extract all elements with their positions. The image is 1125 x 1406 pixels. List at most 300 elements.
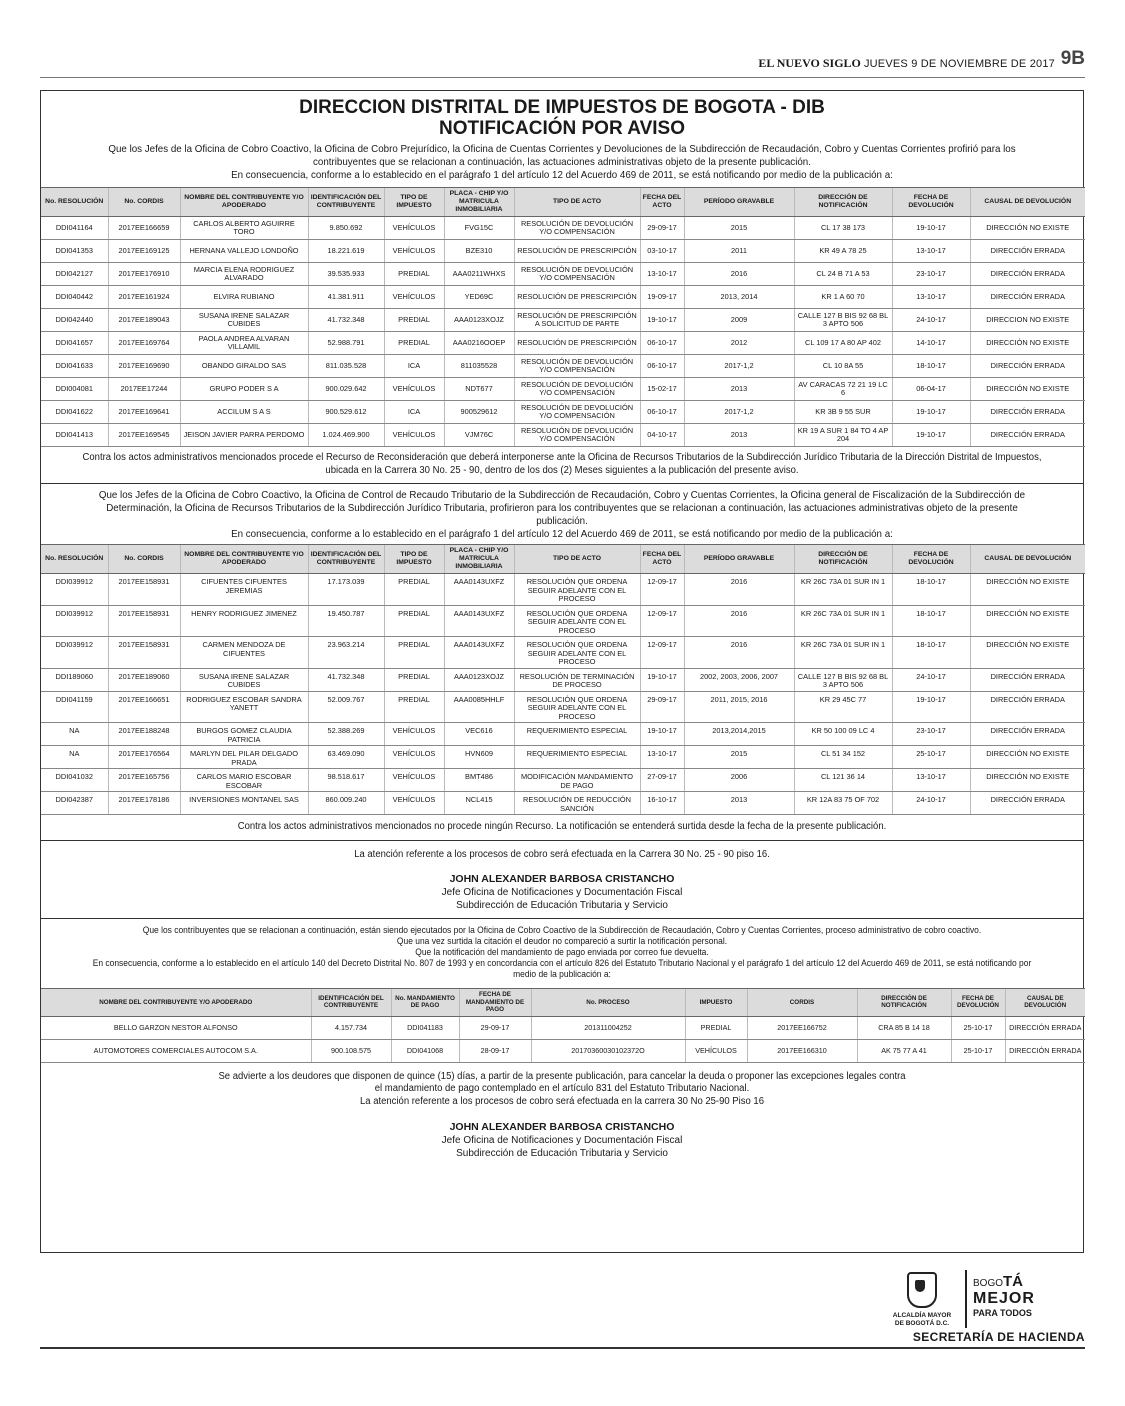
table-cell: 24-10-17 (892, 668, 970, 691)
table-cell: GRUPO PODER S A (180, 378, 308, 401)
table-cell: 41.732.348 (308, 668, 384, 691)
table-cell: KR 12A 83 75 OF 702 (794, 792, 892, 815)
table-cell: 2002, 2003, 2006, 2007 (684, 668, 794, 691)
table-cell: FVG15C (444, 217, 514, 240)
table-cell: 2017EE165756 (108, 769, 180, 792)
section1-body (41, 217, 1085, 447)
alcaldia-logo (885, 1272, 959, 1327)
table-cell: CALLE 127 B BIS 92 68 BL 3 APTO 506 (794, 668, 892, 691)
table-cell: SUSANA IRENE SALAZAR CUBIDES (180, 668, 308, 691)
table-cell: 12-09-17 (640, 605, 684, 637)
table-cell: DIRECCIÓN ERRADA (970, 263, 1085, 286)
column-header: FECHA DEL ACTO (640, 545, 684, 574)
publication-date: JUEVES 9 DE NOVIEMBRE DE 2017 (863, 58, 1055, 70)
table-cell: KR 26C 73A 01 SUR IN 1 (794, 574, 892, 606)
table-cell: VEC616 (444, 723, 514, 746)
table-cell: AK 75 77 A 41 (857, 1039, 951, 1062)
table-cell: PREDIAL (384, 605, 444, 637)
table-cell: 24-10-17 (892, 309, 970, 332)
table-cell: 2017-1,2 (684, 401, 794, 424)
table-cell: 2017EE158931 (108, 605, 180, 637)
column-header: NOMBRE DEL CONTRIBUYENTE Y/O APODERADO (180, 545, 308, 574)
table-cell: 23-10-17 (892, 263, 970, 286)
table-cell: DDI041413 (41, 424, 108, 447)
notice-title-line2: NOTIFICACIÓN POR AVISO (439, 118, 685, 139)
table-cell: CRA 85 B 14 18 (857, 1016, 951, 1039)
section2-header-row (41, 545, 1085, 574)
table-cell: MARCIA ELENA RODRIGUEZ ALVARADO (180, 263, 308, 286)
section1-intro (72, 143, 1051, 182)
table-cell: 13-10-17 (892, 240, 970, 263)
page-number: 9B (1060, 48, 1085, 69)
alcaldia-line1: ALCALDÍA MAYOR (892, 1312, 952, 1319)
section1-header-row (41, 188, 1085, 217)
table-cell: 2016 (684, 263, 794, 286)
column-header: FECHA DE MANDAMIENTO DE PAGO (459, 989, 531, 1017)
table-cell: OBANDO GIRALDO SAS (180, 355, 308, 378)
table-cell: 2016 (684, 574, 794, 606)
table-cell: KR 26C 73A 01 SUR IN 1 (794, 605, 892, 637)
table-cell: 18-10-17 (892, 574, 970, 606)
column-header: CAUSAL DE DEVOLUCIÓN (1005, 989, 1085, 1017)
section2-table (41, 544, 1085, 815)
table-cell: 27-09-17 (640, 769, 684, 792)
table-cell: DDI041183 (391, 1016, 459, 1039)
table-cell: RESOLUCIÓN DE PRESCRIPCIÓN A SOLICITUD DE PARTE (514, 309, 640, 332)
table-cell: DIRECCIÓN ERRADA (970, 286, 1085, 309)
table-row (41, 792, 1085, 815)
table-cell: 2013 (684, 378, 794, 401)
section1-footer: Contra los actos administrativos mencionados procede el Recurso de Reconsideración que deberá interponerse ante la Oficina de Recursos Tributarios de la Subdirección Jurídico Tributaria de la Dirección Distrital de Impuestos, ubicada en la Carrera 30 No. 25 - 90, dentro de los dos (2) Meses siguientes a la publicación del presente aviso. (82, 452, 1042, 476)
table-cell: DDI041159 (41, 691, 108, 723)
column-header: NOMBRE DEL CONTRIBUYENTE Y/O APODERADO (41, 989, 311, 1017)
table-cell: NA (41, 723, 108, 746)
table-cell: 06-04-17 (892, 378, 970, 401)
table-row (41, 263, 1085, 286)
table-cell: 2017EE176564 (108, 746, 180, 769)
table-cell: VEHÍCULOS (384, 424, 444, 447)
signer-unit: Subdirección de Educación Tributaria y Servicio (456, 900, 668, 911)
section1-intro-p2: En consecuencia, conforme a lo establecido en el parágrafo 1 del artículo 12 del Acuerdo 469 de 2011, se está notificando por medio de la publicación a: (231, 170, 893, 181)
column-header: TIPO DE ACTO (514, 545, 640, 574)
table-cell: 16-10-17 (640, 792, 684, 815)
section3-intro (72, 925, 1051, 980)
column-header: IMPUESTO (685, 989, 747, 1017)
table-cell: 2017EE169125 (108, 240, 180, 263)
table-cell: 860.009.240 (308, 792, 384, 815)
column-header: PERÍODO GRAVABLE (684, 545, 794, 574)
table-cell: KR 26C 73A 01 SUR IN 1 (794, 637, 892, 669)
table-cell: DIRECCIÓN ERRADA (970, 240, 1085, 263)
section-divider (41, 918, 1083, 919)
table-cell: 23-10-17 (892, 723, 970, 746)
section2-intro (72, 489, 1051, 541)
table-cell: DIRECCIÓN ERRADA (970, 668, 1085, 691)
table-cell: 2011 (684, 240, 794, 263)
table-cell: DDI041657 (41, 332, 108, 355)
table-cell: AAA0216OOEP (444, 332, 514, 355)
table-row (41, 286, 1085, 309)
column-header: FECHA DEL ACTO (640, 188, 684, 217)
table-cell: 2017EE169641 (108, 401, 180, 424)
table-cell: DDI041164 (41, 217, 108, 240)
table-cell: 15-02-17 (640, 378, 684, 401)
table-cell: VEHÍCULOS (384, 378, 444, 401)
table-cell: 2017EE158931 (108, 574, 180, 606)
table-cell: VEHÍCULOS (384, 240, 444, 263)
table-cell: 63.469.090 (308, 746, 384, 769)
table-cell: 2017-1,2 (684, 355, 794, 378)
column-header: No. CORDIS (108, 545, 180, 574)
table-cell: NCL415 (444, 792, 514, 815)
table-cell: 19-10-17 (892, 424, 970, 447)
table-row (41, 1016, 1085, 1039)
column-header: PERÍODO GRAVABLE (684, 188, 794, 217)
table-cell: 18.221.619 (308, 240, 384, 263)
table-cell: CALLE 127 B BIS 92 68 BL 3 APTO 506 (794, 309, 892, 332)
bogota-mejor-logo (973, 1274, 1035, 1321)
table-cell: 2016 (684, 605, 794, 637)
publication-name: EL NUEVO SIGLO (758, 56, 861, 70)
table-cell: 06-10-17 (640, 355, 684, 378)
table-cell: DDI041068 (391, 1039, 459, 1062)
table-cell: VEHÍCULOS (384, 746, 444, 769)
table-cell: 13-10-17 (892, 286, 970, 309)
table-cell: 811035528 (444, 355, 514, 378)
table-cell: REQUERIMIENTO ESPECIAL (514, 746, 640, 769)
table-cell: HERNANA VALLEJO LONDOÑO (180, 240, 308, 263)
table-cell: PREDIAL (384, 263, 444, 286)
table-cell: 2017EE161924 (108, 286, 180, 309)
masthead (40, 50, 1085, 78)
logo-divider (965, 1270, 967, 1328)
table-cell: DIRECCIÓN NO EXISTE (970, 217, 1085, 240)
table-cell: 4.157.734 (311, 1016, 391, 1039)
table-cell: CIFUENTES CIFUENTES JEREMIAS (180, 574, 308, 606)
column-header: DIRECCIÓN DE NOTIFICACIÓN (857, 989, 951, 1017)
section2-intro-p1: Que los Jefes de la Oficina de Cobro Coactivo, la Oficina de Control de Recaudo Tributario de la Subdirección de Recaudación, Cobro y Cuentas Corrientes, la Oficina general de Fiscalización de la Subdirección de Determinación, la Oficina de Recursos Tributarios de la Subdirección Jurídico Tributaria, profirieron para los contribuyentes que se relacionan a continuación, las actuaciones administrativas objeto de la presente publicación. (98, 490, 1026, 527)
table-cell: 25-10-17 (892, 746, 970, 769)
table-cell: RESOLUCIÓN DE DEVOLUCIÓN Y/O COMPENSACIÓN (514, 217, 640, 240)
column-header: DIRECCIÓN DE NOTIFICACIÓN (794, 545, 892, 574)
table-cell: CL 10 8A 55 (794, 355, 892, 378)
table-row (41, 378, 1085, 401)
table-cell: VEHÍCULOS (384, 792, 444, 815)
column-header: TIPO DE IMPUESTO (384, 545, 444, 574)
table-cell: DDI041622 (41, 401, 108, 424)
table-cell: VEHÍCULOS (685, 1039, 747, 1062)
section3-header-row (41, 989, 1085, 1017)
table-row (41, 401, 1085, 424)
table-cell: AAA0123XOJZ (444, 668, 514, 691)
table-cell: RESOLUCIÓN DE DEVOLUCIÓN Y/O COMPENSACIÓN (514, 401, 640, 424)
table-cell: KR 50 100 09 LC 4 (794, 723, 892, 746)
table-cell: 29-09-17 (640, 217, 684, 240)
table-cell: CARLOS MARIO ESCOBAR ESCOBAR (180, 769, 308, 792)
table-cell: 52.988.791 (308, 332, 384, 355)
section2-footer: Contra los actos administrativos mencionados no procede ningún Recurso. La notificación se entenderá surtida desde la fecha de la presente publicación. (237, 821, 887, 832)
alcaldia-line2: DE BOGOTÁ D.C. (894, 1319, 950, 1327)
table-cell: 19-10-17 (640, 309, 684, 332)
table-cell: DIRECCIÓN NO EXISTE (970, 769, 1085, 792)
section3-footer-p2: el mandamiento de pago contemplado en el artículo 831 del Estatuto Tributario Nacional. (374, 1083, 750, 1094)
table-cell: 19.450.787 (308, 605, 384, 637)
table-cell: REQUERIMIENTO ESPECIAL (514, 723, 640, 746)
table-cell: 2017EE166659 (108, 217, 180, 240)
table-cell: 18-10-17 (892, 355, 970, 378)
masthead-rule (40, 77, 1085, 78)
table-cell: VJM76C (444, 424, 514, 447)
column-header: IDENTIFICACIÓN DEL CONTRIBUYENTE (311, 989, 391, 1017)
brand-line3: PARA TODOS (973, 1308, 1032, 1318)
table-cell: 04-10-17 (640, 424, 684, 447)
table-cell: DDI040442 (41, 286, 108, 309)
table-cell: MODIFICACIÓN MANDAMIENTO DE PAGO (514, 769, 640, 792)
column-header: CAUSAL DE DEVOLUCIÓN (970, 545, 1085, 574)
table-cell: 2017EE178186 (108, 792, 180, 815)
table-cell: 2013 (684, 792, 794, 815)
table-cell: 2009 (684, 309, 794, 332)
table-cell: KR 19 A SUR 1 84 TO 4 AP 204 (794, 424, 892, 447)
table-cell: 06-10-17 (640, 401, 684, 424)
table-cell: DIRECCIÓN NO EXISTE (970, 637, 1085, 669)
table-cell: ELVIRA RUBIANO (180, 286, 308, 309)
section1-intro-p1: Que los Jefes de la Oficina de Cobro Coactivo, la Oficina de Cobro Prejurídico, la Oficina de Cuentas Corrientes y Devoluciones de la Subdirección de Recaudación, Cobro y Cuentas Corrientes profirió para los contribuyentes que se relacionan a continuación, las actuaciones administrativas objeto de la presente publicación. (108, 144, 1016, 168)
table-cell: 13-10-17 (640, 263, 684, 286)
table-cell: CARLOS ALBERTO AGUIRRE TORO (180, 217, 308, 240)
table-cell: 2013 (684, 424, 794, 447)
section3-signature (41, 1121, 1083, 1160)
table-cell: BELLO GARZON NESTOR ALFONSO (41, 1016, 311, 1039)
section1-table (41, 187, 1085, 447)
table-cell: NA (41, 746, 108, 769)
table-cell: 28-09-17 (459, 1039, 531, 1062)
table-cell: DIRECCIÓN ERRADA (970, 792, 1085, 815)
table-cell: 900.029.642 (308, 378, 384, 401)
table-cell: 2012 (684, 332, 794, 355)
table-cell: DDI039912 (41, 574, 108, 606)
column-header: FECHA DE DEVOLUCIÓN (892, 188, 970, 217)
table-cell: 19-10-17 (892, 691, 970, 723)
table-cell: 900529612 (444, 401, 514, 424)
table-cell: 811.035.528 (308, 355, 384, 378)
table-cell: RESOLUCIÓN QUE ORDENA SEGUIR ADELANTE CON EL PROCESO (514, 691, 640, 723)
table-cell: AAA0085HHLF (444, 691, 514, 723)
column-header: No. MANDAMIENTO DE PAGO (391, 989, 459, 1017)
table-row (41, 769, 1085, 792)
table-cell: KR 3B 9 55 SUR (794, 401, 892, 424)
signer-name: JOHN ALEXANDER BARBOSA CRISTANCHO (449, 1121, 675, 1133)
column-header: PLACA - CHIP Y/O MATRICULA INMOBILIARIA (444, 188, 514, 217)
table-cell: RESOLUCIÓN DE DEVOLUCIÓN Y/O COMPENSACIÓN (514, 355, 640, 378)
table-cell: VEHÍCULOS (384, 769, 444, 792)
table-cell: NDT677 (444, 378, 514, 401)
table-cell: 2017EE189043 (108, 309, 180, 332)
table-cell: RESOLUCIÓN DE DEVOLUCIÓN Y/O COMPENSACIÓN (514, 424, 640, 447)
table-cell: DIRECCIÓN NO EXISTE (970, 605, 1085, 637)
table-cell: BMT486 (444, 769, 514, 792)
table-row (41, 723, 1085, 746)
table-cell: 900.108.575 (311, 1039, 391, 1062)
table-cell: PAOLA ANDREA ALVARAN VILLAMIL (180, 332, 308, 355)
table-cell: 2017EE158931 (108, 637, 180, 669)
signer-title: Jefe Oficina de Notificaciones y Documentación Fiscal (441, 1135, 683, 1146)
section3-footer (67, 1063, 1057, 1112)
table-cell: AAA0123XOJZ (444, 309, 514, 332)
table-cell: KR 29 45C 77 (794, 691, 892, 723)
section3-intro-p4: En consecuencia, conforme a lo establecido en el artículo 140 del Decreto Distrital No. 807 de 1993 y en concordancia con el artículo 826 del Estatuto Tributario Nacional y el parágrafo 1 del artículo 12 del Acuerdo 469 de 2011, se está notificando por medio de la publicación a: (92, 958, 1032, 979)
table-cell: PREDIAL (384, 574, 444, 606)
table-cell: 06-10-17 (640, 332, 684, 355)
table-cell: 2017EE188248 (108, 723, 180, 746)
table-cell: DDI041633 (41, 355, 108, 378)
table-cell: KR 49 A 78 25 (794, 240, 892, 263)
table-cell: CL 51 34 152 (794, 746, 892, 769)
table-cell: 18-10-17 (892, 637, 970, 669)
column-header: FECHA DE DEVOLUCIÓN (892, 545, 970, 574)
table-cell: 19-10-17 (640, 723, 684, 746)
footer-logos (785, 1268, 1085, 1338)
table-cell: 23.963.214 (308, 637, 384, 669)
section3-intro-p1: Que los contribuyentes que se relacionan a continuación, están siendo ejecutados por la Oficina de Cobro Coactivo de la Subdirección de Recaudación, Cobro y Cuentas Corrientes, proceso administrativo de cobro coactivo. (142, 925, 982, 935)
table-cell: ICA (384, 355, 444, 378)
table-cell: RESOLUCIÓN DE TERMINACIÓN DE PROCESO (514, 668, 640, 691)
table-row (41, 637, 1085, 669)
table-cell: AUTOMOTORES COMERCIALES AUTOCOM S.A. (41, 1039, 311, 1062)
table-cell: DDI039912 (41, 637, 108, 669)
table-cell: RESOLUCIÓN QUE ORDENA SEGUIR ADELANTE CON EL PROCESO (514, 574, 640, 606)
table-cell: SUSANA IRENE SALAZAR CUBIDES (180, 309, 308, 332)
notice-title (41, 97, 1083, 139)
section-divider (41, 483, 1083, 484)
table-cell: CL 109 17 A 80 AP 402 (794, 332, 892, 355)
table-cell: 201311004252 (531, 1016, 685, 1039)
table-cell: 25-10-17 (951, 1039, 1005, 1062)
table-cell: 2017EE169690 (108, 355, 180, 378)
table-cell: DDI042387 (41, 792, 108, 815)
table-cell: 52.388.269 (308, 723, 384, 746)
table-cell: DIRECCIÓN NO EXISTE (970, 332, 1085, 355)
column-header: No. PROCESO (531, 989, 685, 1017)
table-cell: ACCILUM S A S (180, 401, 308, 424)
column-header: IDENTIFICACIÓN DEL CONTRIBUYENTE (308, 545, 384, 574)
table-cell: 24-10-17 (892, 792, 970, 815)
table-cell: AAA0143UXFZ (444, 637, 514, 669)
table-cell: RESOLUCIÓN DE REDUCCIÓN SANCIÓN (514, 792, 640, 815)
table-row (41, 424, 1085, 447)
table-cell: DIRECCIÓN ERRADA (970, 691, 1085, 723)
table-cell: 03-10-17 (640, 240, 684, 263)
table-cell: DDI039912 (41, 605, 108, 637)
table-cell: 29-09-17 (459, 1016, 531, 1039)
table-cell: MARLYN DEL PILAR DELGADO PRADA (180, 746, 308, 769)
column-header: CAUSAL DE DEVOLUCIÓN (970, 188, 1085, 217)
table-row (41, 605, 1085, 637)
table-cell: 12-09-17 (640, 574, 684, 606)
table-cell: 41.732.348 (308, 309, 384, 332)
table-cell: HENRY RODRIGUEZ JIMENEZ (180, 605, 308, 637)
table-cell: BZE310 (444, 240, 514, 263)
table-cell: 13-10-17 (892, 769, 970, 792)
table-cell: 2017EE166310 (747, 1039, 857, 1062)
table-row (41, 1039, 1085, 1062)
table-row (41, 217, 1085, 240)
table-row (41, 668, 1085, 691)
table-cell: RESOLUCIÓN DE PRESCRIPCIÓN (514, 286, 640, 309)
table-cell: RESOLUCIÓN DE PRESCRIPCIÓN (514, 240, 640, 263)
table-cell: RODRIGUEZ ESCOBAR SANDRA YANETT (180, 691, 308, 723)
table-cell: 12-09-17 (640, 637, 684, 669)
table-cell: RESOLUCIÓN QUE ORDENA SEGUIR ADELANTE CON EL PROCESO (514, 605, 640, 637)
signer-title: Jefe Oficina de Notificaciones y Documentación Fiscal (441, 887, 683, 898)
table-cell: DIRECCIÓN NO EXISTE (970, 378, 1085, 401)
table-cell: KR 1 A 60 70 (794, 286, 892, 309)
table-cell: 2017EE17244 (108, 378, 180, 401)
table-cell: DDI042440 (41, 309, 108, 332)
table-cell: DDI004081 (41, 378, 108, 401)
column-header: NOMBRE DEL CONTRIBUYENTE Y/O APODERADO (180, 188, 308, 217)
table-cell: 29-09-17 (640, 691, 684, 723)
table-cell: 900.529.612 (308, 401, 384, 424)
table-cell: 2017EE189060 (108, 668, 180, 691)
table-cell: CL 121 36 14 (794, 769, 892, 792)
table-cell: DIRECCIÓN ERRADA (970, 401, 1085, 424)
table-cell: DIRECCIÓN NO EXISTE (970, 574, 1085, 606)
table-cell: AAA0211WHXS (444, 263, 514, 286)
table-cell: AV CARACAS 72 21 19 LC 6 (794, 378, 892, 401)
table-cell: RESOLUCIÓN DE DEVOLUCIÓN Y/O COMPENSACIÓN (514, 378, 640, 401)
column-header: CORDIS (747, 989, 857, 1017)
section2-body (41, 574, 1085, 815)
column-header: FECHA DE DEVOLUCIÓN (951, 989, 1005, 1017)
table-cell: 2015 (684, 217, 794, 240)
table-cell: RESOLUCIÓN QUE ORDENA SEGUIR ADELANTE CON EL PROCESO (514, 637, 640, 669)
table-cell: PREDIAL (384, 332, 444, 355)
table-cell: 13-10-17 (640, 746, 684, 769)
section2-signature (41, 873, 1083, 912)
column-header: TIPO DE ACTO (514, 188, 640, 217)
signer-unit: Subdirección de Educación Tributaria y Servicio (456, 1148, 668, 1159)
section3-intro-p2: Que una vez surtida la citación el deudor no compareció a surtir la notificación personal. (396, 936, 728, 946)
table-cell: PREDIAL (384, 668, 444, 691)
table-cell: VEHÍCULOS (384, 217, 444, 240)
table-cell: DIRECCIÓN ERRADA (970, 424, 1085, 447)
table-cell: DIRECCIÓN ERRADA (1005, 1039, 1085, 1062)
notice-title-line1: DIRECCION DISTRITAL DE IMPUESTOS DE BOGOTA - DIB (299, 97, 825, 118)
table-cell: DDI042127 (41, 263, 108, 286)
table-cell: 2013, 2014 (684, 286, 794, 309)
table-cell: 1.024.469.900 (308, 424, 384, 447)
table-cell: CARMEN MENDOZA DE CIFUENTES (180, 637, 308, 669)
table-cell: 20170360030102372O (531, 1039, 685, 1062)
table-cell: 98.518.617 (308, 769, 384, 792)
table-cell: 2017EE176910 (108, 263, 180, 286)
table-cell: CL 17 38 173 (794, 217, 892, 240)
table-cell: 17.173.039 (308, 574, 384, 606)
signer-name: JOHN ALEXANDER BARBOSA CRISTANCHO (449, 873, 675, 885)
table-cell: 2013,2014,2015 (684, 723, 794, 746)
table-cell: PREDIAL (384, 637, 444, 669)
section3-footer-p1: Se advierte a los deudores que disponen de quince (15) días, a partir de la presente publicación, para cancelar la deuda o proponer las excepciones legales contra (218, 1070, 906, 1082)
column-header: PLACA - CHIP Y/O MATRICULA INMOBILIARIA (444, 545, 514, 574)
table-cell: 2017EE169545 (108, 424, 180, 447)
secretaria-label: SECRETARÍA DE HACIENDA (912, 1330, 1085, 1344)
table-cell: 19-10-17 (640, 668, 684, 691)
table-cell: 2017EE166651 (108, 691, 180, 723)
table-cell: 2011, 2015, 2016 (684, 691, 794, 723)
table-cell: 52.009.767 (308, 691, 384, 723)
table-cell: PREDIAL (384, 691, 444, 723)
